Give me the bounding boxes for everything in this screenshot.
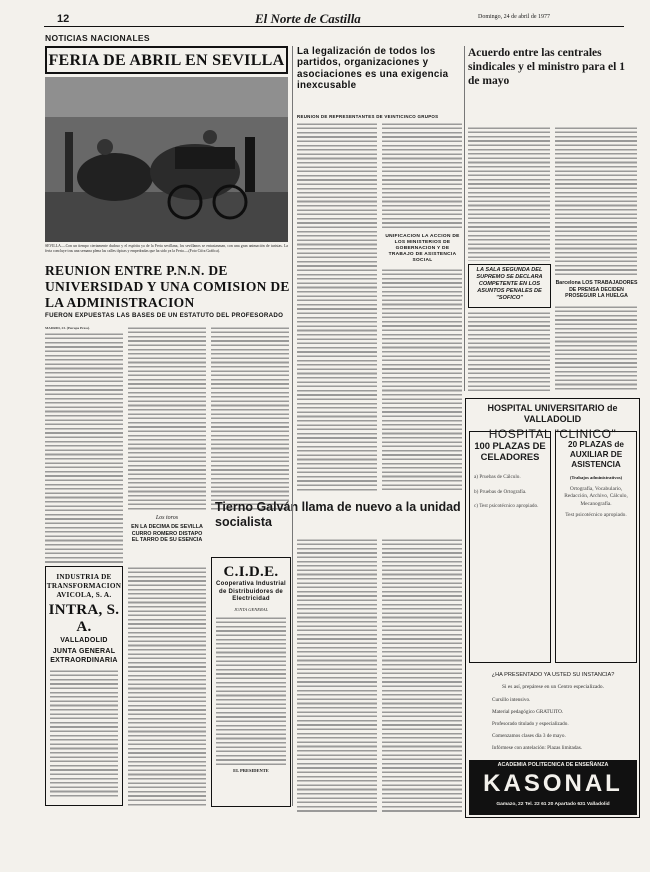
- bullet-1: Cursillo intensivo.: [492, 697, 531, 703]
- instancia-prompt: Si es así, prepárese en un Centro especializado.: [502, 684, 604, 690]
- cide-ad: [211, 557, 291, 807]
- bullet-5: Infórmese con antelación: Plazas limitadas.: [492, 745, 583, 751]
- legalizacion-body-col2: [382, 122, 462, 230]
- academy-address: Gamazo, 22 Tel. 22 61 20 Apartado 631 Valladolid: [496, 802, 610, 807]
- sofico-heading: LA SALA SEGUNDA DEL SUPREMO SE DECLARA COMPETENTE EN LOS ASUNTOS PENALES DE "SOFICO": [476, 267, 543, 301]
- celadores-item-3: c) Test psicotécnico apropiado.: [474, 503, 539, 510]
- feria-headline-box: [45, 46, 288, 74]
- legalizacion-box-heading: UNIFICACION LA ACCION DE LOS MINISTERIOS DE GOBERNACION Y DE TRABAJO DE ASISTENCIA SOCIAL: [385, 234, 460, 263]
- feria-caption: SEVILLA.—Con un tiempo ciertamente dudoso y el espíritu ya de la Feria sevillana, los sevillanos se entusiasman, con una gran animación de turistas. La feria concluye tras una semana plena las calles típicas y empedradas que ha sido ya la Feria.—(Foto Cifra Gráfica).: [45, 244, 288, 253]
- masthead: El Norte de Castilla: [255, 11, 361, 26]
- feria-photo: [45, 77, 288, 242]
- column-rule-1: [292, 46, 293, 806]
- cide-subtitle: Cooperativa Industrial de Distribuidores de Electricidad: [216, 581, 286, 603]
- section-title: NOTICIAS NACIONALES: [45, 33, 150, 43]
- reunion-subhead: FUERON EXPUESTAS LAS BASES DE UN ESTATUTO DEL PROFESORADO: [45, 312, 284, 319]
- cide-meeting: JUNTA GENERAL: [234, 606, 268, 612]
- auxiliar-heading: 20 PLAZAS de AUXILIAR DE ASISTENCIA: [568, 440, 624, 469]
- celadores-item-2: b) Pruebas de Ortografía.: [474, 488, 527, 495]
- horse-carriage-image: [45, 77, 288, 242]
- legalizacion-body-col3: [382, 268, 462, 492]
- celadores-box: [469, 431, 551, 663]
- tierno-headline: Tierno Galván llama de nuevo a la unidad socialista: [215, 500, 461, 529]
- tierno-body-col2: [382, 538, 462, 813]
- hospital-title: HOSPITAL UNIVERSITARIO de VALLADOLID: [487, 403, 618, 424]
- page-number: 12: [57, 13, 70, 25]
- auxiliar-item-1: Ortografía, Vocabulario, Redacción, Archivo, Cálculo, Mecanografía.: [564, 486, 628, 507]
- avicola-body: [50, 669, 118, 797]
- academy-logo: KASONAL: [483, 770, 623, 797]
- bullet-3: Profesorado titulado y especializado.: [492, 721, 569, 727]
- page-date: Domingo, 24 de abril de 1977: [478, 14, 550, 20]
- cide-name: C.I.D.E.: [223, 564, 279, 580]
- acuerdo-body-col2: [555, 126, 637, 276]
- huelga-headline: Barcelona LOS TRABAJADORES DE PRENSA DECIDEN PROSEGUIR LA HUELGA: [555, 280, 638, 299]
- auxiliar-note: (Trabajos administrativos): [569, 475, 623, 480]
- huelga-body: [555, 305, 637, 391]
- column-rule-2: [464, 46, 465, 391]
- sofico-box: [468, 264, 551, 308]
- acuerdo-headline: Acuerdo entre las centrales sindicales y el ministro para el 1 de mayo: [468, 47, 625, 87]
- bullet-2: Material pedagógico GRATUITO.: [492, 709, 564, 715]
- reunion-headline: REUNION ENTRE P.N.N. DE UNIVERSIDAD Y UNA COMISION DE LA ADMINISTRACION: [45, 263, 290, 310]
- avicola-meeting: JUNTA GENERAL EXTRAORDINARIA: [50, 648, 118, 664]
- instancia-question: ¿HA PRESENTADO YA USTED SU INSTANCIA?: [491, 672, 615, 678]
- reunion-dateline: MADRID, 23. (Europa Press).: [45, 326, 90, 330]
- reunion-body-col2: [128, 326, 206, 511]
- celadores-heading: 100 PLAZAS DE CELADORES: [474, 440, 546, 462]
- avicola-city: VALLADOLID: [60, 637, 108, 644]
- reunion-body-col1: [45, 332, 123, 564]
- bullet-4: Comenzamos clases día 3 de mayo.: [492, 733, 566, 739]
- toros-body: [128, 566, 206, 806]
- toros-headline: EN LA DECIMA DE SEVILLA CURRO ROMERO DISTAPO EL TARRO DE SU ESENCIA: [131, 524, 203, 544]
- sofico-body: [468, 311, 550, 391]
- cide-signoff: EL PRESIDENTE: [233, 767, 269, 773]
- legalizacion-body-col1: [297, 122, 377, 492]
- reunion-body-col3: [211, 326, 289, 511]
- tierno-body-col1: [297, 538, 377, 813]
- auxiliar-item-2: Test psicotécnico apropiado.: [565, 512, 627, 519]
- avicola-company: INDUSTRIA DE TRANSFORMACION AVICOLA, S. A.: [46, 573, 122, 599]
- cide-body: [216, 616, 286, 766]
- header-rule: [44, 26, 624, 27]
- legalizacion-headline: La legalización de todos los partidos, organizaciones y asociaciones es una exigencia inexcusable: [297, 46, 449, 92]
- feria-headline: FERIA DE ABRIL EN SEVILLA: [48, 52, 285, 69]
- hospital-subtitle: HOSPITAL "CLINICO": [488, 427, 617, 441]
- academy-name: ACADEMIA POLITECNICA DE ENSEÑANZA: [497, 762, 609, 768]
- legalizacion-subhead: REUNION DE REPRESENTANTES DE VEINTICINCO GRUPOS: [297, 114, 439, 119]
- acuerdo-body-col1: [468, 126, 550, 261]
- toros-title: Los toros: [155, 515, 179, 521]
- avicola-ad: [45, 566, 123, 806]
- auxiliar-box: [555, 431, 637, 663]
- celadores-item-1: a) Pruebas de Cálculo.: [474, 474, 521, 480]
- avicola-brand: INTRA, S. A.: [48, 602, 120, 635]
